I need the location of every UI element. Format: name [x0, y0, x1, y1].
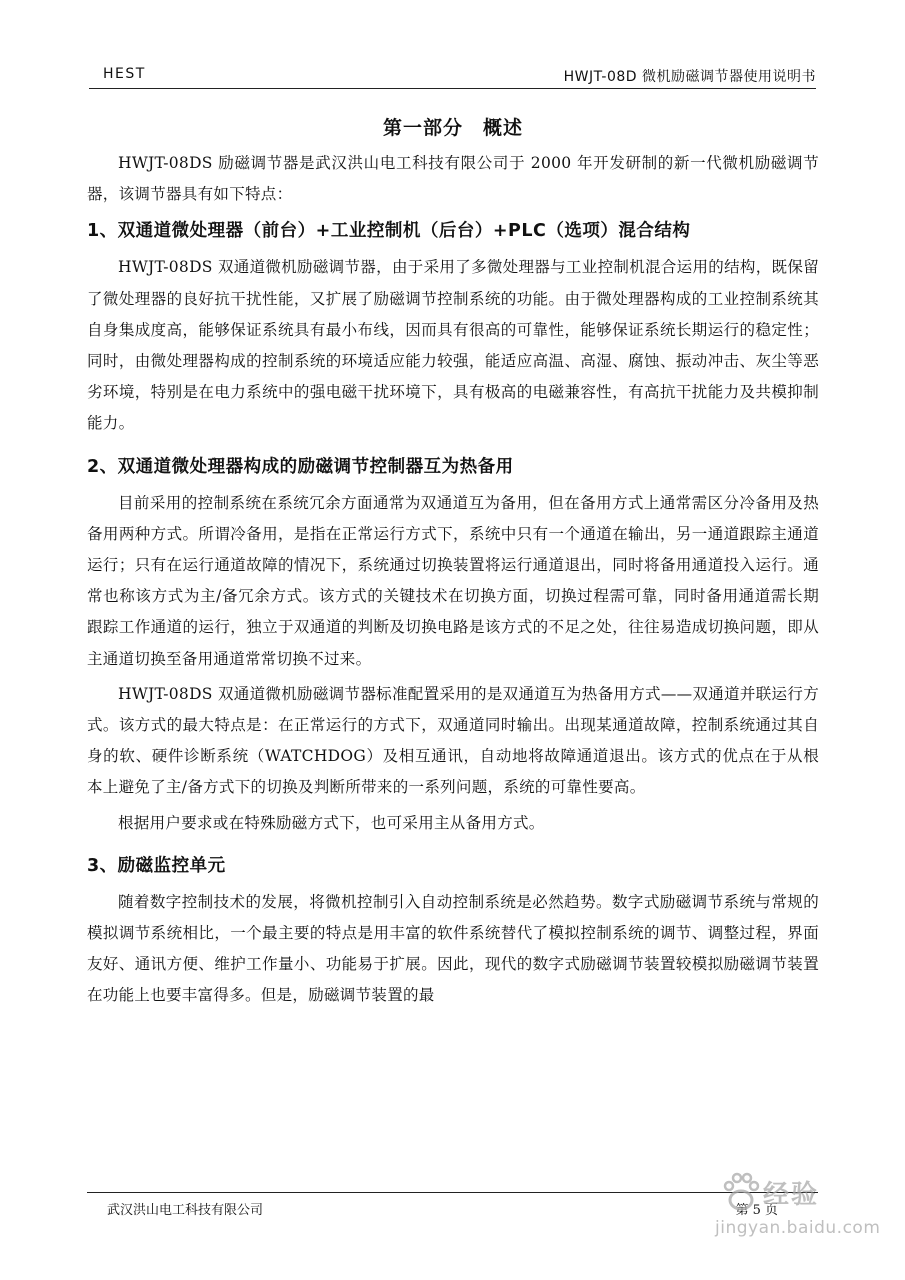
watermark-text: 经验 [763, 1180, 820, 1210]
section-1-heading: 1、双通道微处理器（前台）+工业控制机（后台）+PLC（选项）混合结构 [87, 221, 691, 242]
section-1-paragraph: HWJT-08DS 双通道微机励磁调节器，由于采用了多微处理器与工业控制机混合运用的结构，既保留了微处理器的良好抗干扰性能，又扩展了励磁调节控制系统的功能。由于微处理器构成的工业控制系统其自身集成度高，能够保证系统具有最小布线，因而具有很高的可靠性，能够保证系统长期运行的稳定性；同时，由微处理器构成的控制系统的环境适应能力较强，能适应高温、高湿、腐蚀、振动冲击、灰尘等恶劣环境，特别是在电力系统中的强电磁干扰环境下，具有极高的电磁兼容性，有高抗干扰能力及共模抑制能力。 [87, 258, 819, 433]
page-header [89, 62, 816, 89]
page-footer [87, 1192, 818, 1223]
intro-paragraph: HWJT-08DS 励磁调节器是武汉洪山电工科技有限公司于 2000 年开发研制的新一代微机励磁调节器，该调节器具有如下特点： [87, 154, 819, 204]
section-2-paragraph-1: 目前采用的控制系统在系统冗余方面通常为双通道互为备用，但在备用方式上通常需区分冷备用及热备用两种方式。所谓冷备用，是指在正常运行方式下，系统中只有一个通道在输出，另一通道跟踪主通道运行；只有在运行通道故障的情况下，系统通过切换装置将运行通道退出，同时将备用通道投入运行。通常也称该方式为主/备冗余方式。该方式的关键技术在切换方面，切换过程需可靠，同时备用通道需长期跟踪工作通道的运行，独立于双通道的判断及切换电路是该方式的不足之处，往往易造成切换问题，即从主通道切换至备用通道常常切换不过来。 [87, 493, 819, 668]
paw-logo-icon [721, 1172, 761, 1214]
watermark-url: jingyan.baidu.com [715, 1218, 881, 1238]
header-doc-title: HWJT-08D 微机励磁调节器使用说明书 [563, 69, 816, 85]
footer-company: 武汉洪山电工科技有限公司 [107, 1203, 264, 1218]
footer-page-number: 第 5 页 [735, 1203, 778, 1218]
section-2-paragraph-2: HWJT-08DS 双通道微机励磁调节器标准配置采用的是双通道互为热备用方式——双通道并联运行方式。该方式的最大特点是：在正常运行的方式下，双通道同时输出。出现某通道故障，控制系统通过其自身的软、硬件诊断系统（WATCHDOG）及相互通讯，自动地将故障通道退出。该方式的优点在于从根本上避免了主/备方式下的切换及判断所带来的一系列问题，系统的可靠性要高。 [87, 684, 819, 797]
page-title: 第一部分 概述 [382, 117, 523, 139]
section-3-paragraph: 随着数字控制技术的发展，将微机控制引入自动控制系统是必然趋势。数字式励磁调节系统与常规的模拟调节系统相比，一个最主要的特点是用丰富的软件系统替代了模拟控制系统的调节、调整过程，界面友好、通讯方便、维护工作量小、功能易于扩展。因此，现代的数字式励磁调节装置较模拟励磁调节装置在功能上也要丰富得多。但是，励磁调节装置的最 [87, 892, 819, 1005]
section-3-heading: 3、励磁监控单元 [87, 855, 226, 876]
header-brand: HEST [103, 66, 146, 82]
section-2-heading: 2、双通道微处理器构成的励磁调节控制器互为热备用 [87, 456, 514, 477]
section-2-paragraph-3: 根据用户要求或在特殊励磁方式下，也可采用主从备用方式。 [118, 813, 545, 832]
page-content [87, 112, 819, 1012]
watermark [711, 1168, 881, 1248]
